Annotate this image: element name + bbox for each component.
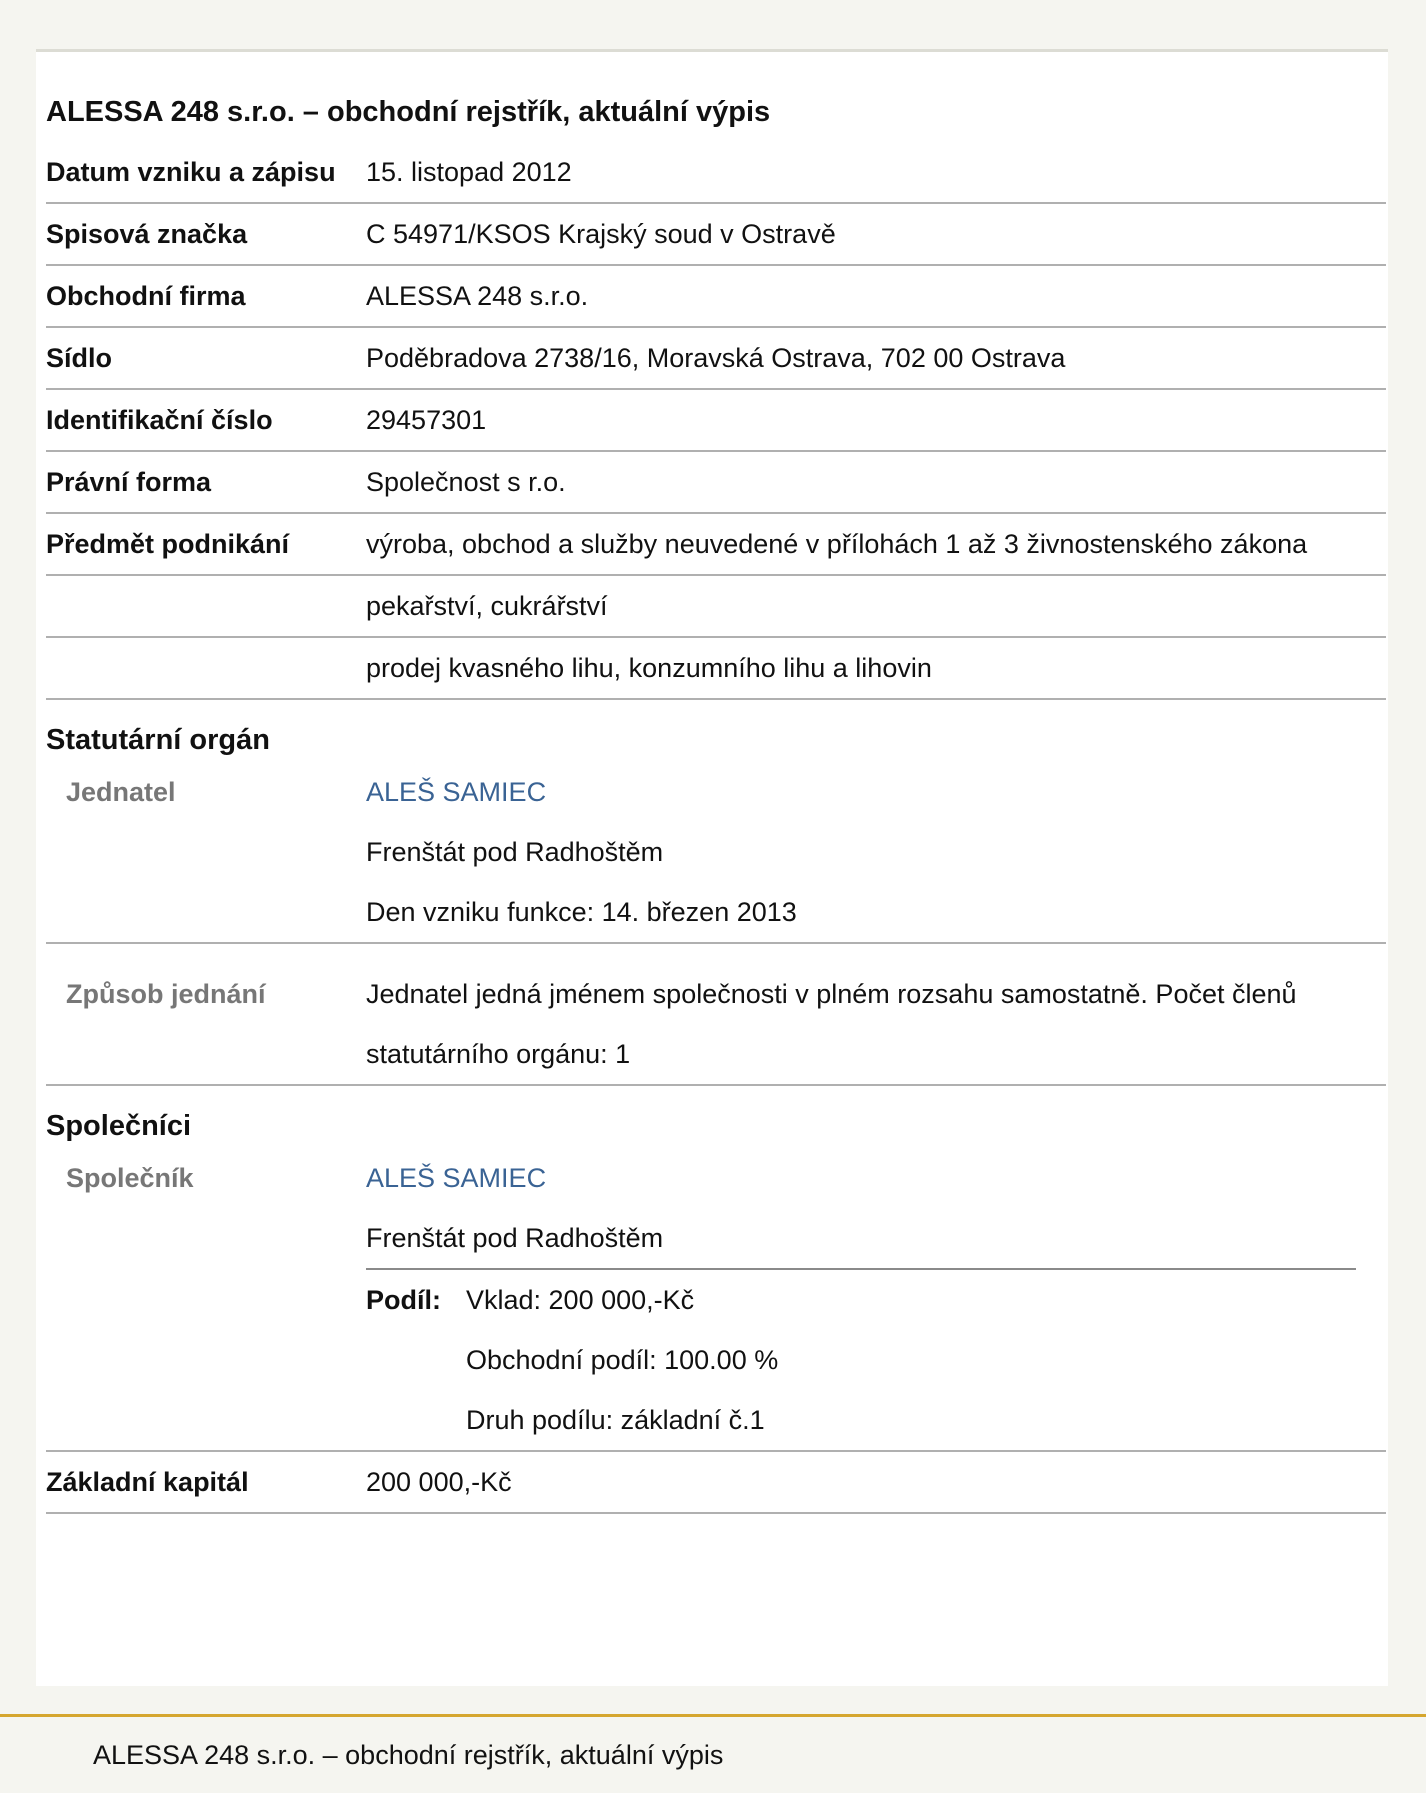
- row-label-empty: [46, 638, 366, 698]
- row-label: Předmět podnikání: [46, 529, 290, 559]
- row-label: Identifikační číslo: [46, 405, 273, 435]
- section-heading-partners: Společníci: [46, 1110, 192, 1142]
- row-partner: [46, 1148, 1386, 1452]
- row-label: Jednatel: [66, 777, 176, 807]
- row-legal-form: [46, 452, 1386, 514]
- row-label: Způsob jednání: [66, 979, 266, 1009]
- row-capital: [46, 1452, 1386, 1514]
- row-id-number: [46, 390, 1386, 452]
- share-values: [466, 1270, 778, 1450]
- row-value: Jednatel jedná jménem společnosti v plném rozsahu samostatně. Počet členů statutárního orgánu: 1: [366, 979, 1297, 1069]
- row-manner-of-acting: [46, 944, 1386, 1086]
- row-label: Základní kapitál: [46, 1467, 249, 1497]
- row-label: Sídlo: [46, 343, 112, 373]
- section-heading-statutory: Statutární orgán: [46, 724, 270, 756]
- row-label: Právní forma: [46, 467, 212, 497]
- row-value: Poděbradova 2738/16, Moravská Ostrava, 702 00 Ostrava: [366, 343, 1066, 373]
- row-business-subject-extra: [46, 576, 1386, 638]
- row-label: Datum vzniku a zápisu: [46, 157, 336, 187]
- row-label: Společník: [66, 1163, 194, 1193]
- row-file-number: [46, 204, 1386, 266]
- footer: [0, 1714, 1426, 1793]
- row-value: C 54971/KSOS Krajský soud v Ostravě: [366, 219, 836, 249]
- row-value: 15. listopad 2012: [366, 157, 572, 187]
- person-city: Frenštát pod Radhoštěm: [366, 1223, 664, 1253]
- row-value: ALESSA 248 s.r.o.: [366, 281, 589, 311]
- person-name-link[interactable]: ALEŠ SAMIEC: [366, 777, 547, 807]
- row-company-name: [46, 266, 1386, 328]
- row-address: [46, 328, 1386, 390]
- row-value: Společnost s r.o.: [366, 467, 566, 497]
- row-date-founded: [46, 142, 1386, 204]
- share-label: Podíl:: [366, 1285, 441, 1315]
- page-title: ALESSA 248 s.r.o. – obchodní rejstřík, aktuální výpis: [46, 96, 771, 128]
- row-statutory-member: [46, 762, 1386, 944]
- function-start: Den vzniku funkce: 14. březen 2013: [366, 897, 797, 927]
- register-content: [46, 92, 1386, 1514]
- row-business-subject: [46, 514, 1386, 576]
- person-city: Frenštát pod Radhoštěm: [366, 837, 664, 867]
- row-value: pekařství, cukrářství: [366, 591, 608, 621]
- row-value: 29457301: [366, 405, 487, 435]
- row-value: výroba, obchod a služby neuvedené v přílohách 1 až 3 živnostenského zákona: [366, 529, 1308, 559]
- row-business-subject-extra: [46, 638, 1386, 700]
- row-value: 200 000,-Kč: [366, 1467, 512, 1497]
- register-card: [36, 49, 1388, 1686]
- share-deposit: Vklad: 200 000,-Kč: [466, 1285, 695, 1315]
- person-details: [366, 762, 1386, 942]
- share-details: [366, 1268, 1356, 1450]
- row-value: prodej kvasného lihu, konzumního lihu a lihovin: [366, 653, 932, 683]
- share-percent: Obchodní podíl: 100.00 %: [466, 1345, 779, 1375]
- row-label-empty: [46, 576, 366, 636]
- footer-text: ALESSA 248 s.r.o. – obchodní rejstřík, aktuální výpis: [93, 1740, 724, 1770]
- partner-details: [366, 1148, 1386, 1450]
- person-name-link[interactable]: ALEŠ SAMIEC: [366, 1163, 547, 1193]
- row-label: Spisová značka: [46, 219, 248, 249]
- share-type: Druh podílu: základní č.1: [466, 1405, 765, 1435]
- row-label: Obchodní firma: [46, 281, 246, 311]
